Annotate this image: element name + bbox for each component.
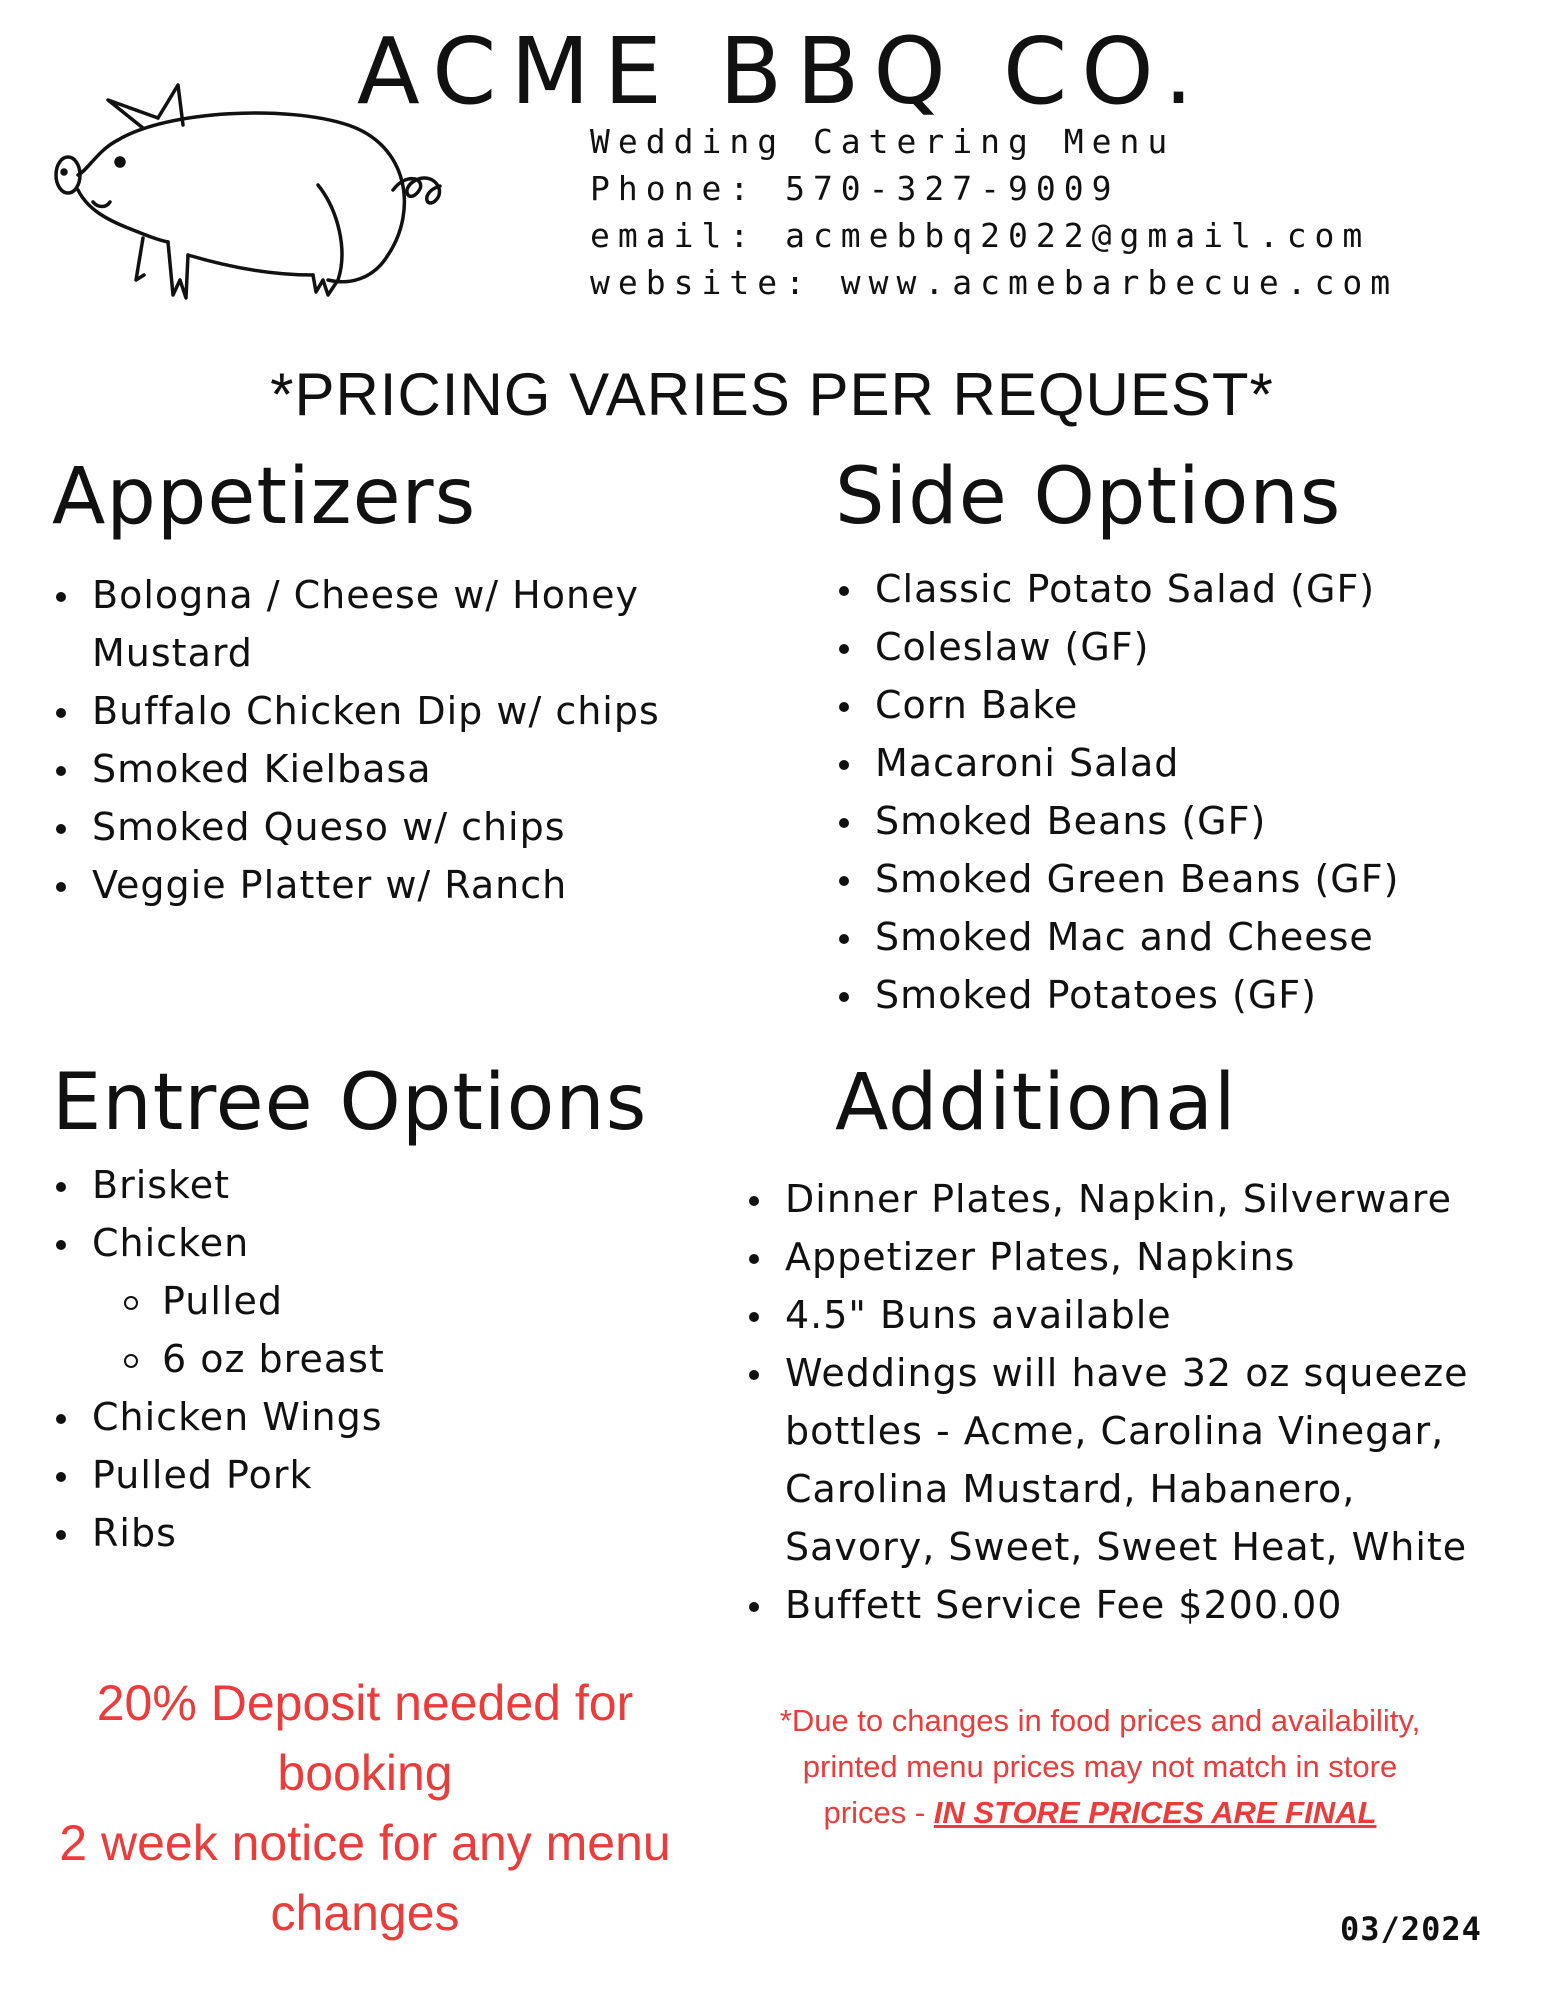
phone-line: Phone: 570-327-9009 [590,169,1120,208]
menu-date: 03/2024 [1340,1910,1482,1948]
list-item: Appetizer Plates, Napkins [745,1228,1515,1286]
sub-list-item: Pulled [52,1272,692,1330]
list-item: Pulled Pork [52,1446,692,1504]
pricing-notice: *PRICING VARIES PER REQUEST* [270,361,1274,428]
list-item: Chicken [52,1214,692,1272]
list-item: Smoked Green Beans (GF) [835,850,1515,908]
list-item: Coleslaw (GF) [835,618,1515,676]
deposit-line: 20% Deposit needed for booking [96,1675,634,1801]
list-item: Smoked Kielbasa [52,740,692,798]
list-item: Buffalo Chicken Dip w/ chips [52,682,692,740]
list-item: Macaroni Salad [835,734,1515,792]
entrees-list [52,1156,692,1562]
disclaimer-emphasis: IN STORE PRICES ARE FINAL [933,1795,1377,1830]
sides-list [835,560,1515,1024]
sides-heading: Side Options [835,452,1342,542]
email-line: email: acmebbq2022@gmail.com [590,216,1371,255]
list-item: Smoked Queso w/ chips [52,798,692,856]
list-item: Corn Bake [835,676,1515,734]
additional-list [745,1170,1515,1634]
list-item: Dinner Plates, Napkin, Silverware [745,1170,1515,1228]
list-item: Bologna / Cheese w/ Honey Mustard [52,566,692,682]
additional-heading: Additional [835,1058,1237,1148]
website-line: website: www.acmebarbecue.com [590,263,1399,302]
disclaimer-text: *Due to changes in food prices and availability, printed menu prices may not match in store prices - [779,1703,1421,1830]
list-item: Ribs [52,1504,692,1562]
deposit-notice [20,1668,710,1948]
contact-block [590,118,1398,306]
menu-subtitle: Wedding Catering Menu [590,122,1176,161]
list-item: Smoked Mac and Cheese [835,908,1515,966]
pig-icon [48,80,468,320]
list-item: Buffett Service Fee $200.00 [745,1576,1515,1634]
appetizers-heading: Appetizers [52,452,477,542]
sub-list-item: 6 oz breast [52,1330,692,1388]
price-disclaimer [770,1698,1430,1836]
company-name: ACME BBQ CO. [356,18,1208,125]
list-item: Weddings will have 32 oz squeeze bottles - Acme, Carolina Vinegar, Carolina Mustard, Habanero, Savory, Sweet, Sweet Heat, White [745,1344,1515,1576]
list-item: Classic Potato Salad (GF) [835,560,1515,618]
entrees-heading: Entree Options [52,1058,648,1148]
list-item: Brisket [52,1156,692,1214]
list-item: Veggie Platter w/ Ranch [52,856,692,914]
list-item: Smoked Beans (GF) [835,792,1515,850]
notice-line: 2 week notice for any menu changes [59,1815,671,1941]
list-item: Smoked Potatoes (GF) [835,966,1515,1024]
list-item: Chicken Wings [52,1388,692,1446]
list-item: 4.5" Buns available [745,1286,1515,1344]
appetizers-list [52,566,692,914]
